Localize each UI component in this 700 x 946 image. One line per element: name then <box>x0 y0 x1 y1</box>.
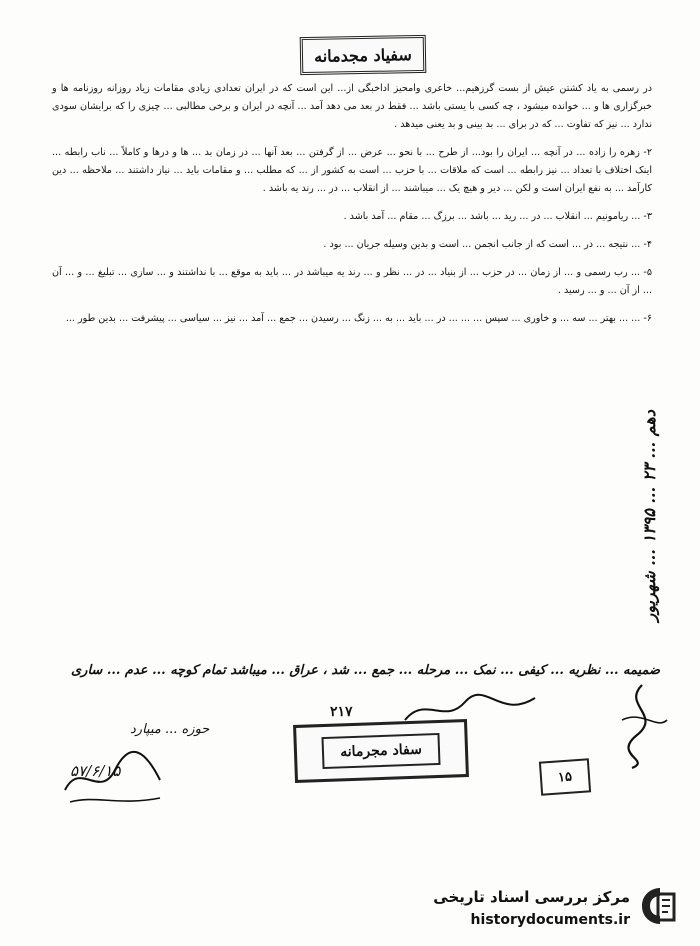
document-body <box>52 80 652 338</box>
paragraph-6: ۶- ... ... بهتر ... سه ... و خاوری ... سپس ... ... ... در ... باید ... به ... زنگ ... رسیدن ... جمع ... آمد ... نیز ... سیاسی ... پیشرفت ... بدین طور ... <box>65 313 652 324</box>
watermark-title: مرکز بررسی اسناد تاریخی <box>433 888 630 906</box>
classified-stamp-top-text: سفیاد مجدمانه <box>313 44 412 66</box>
watermark-url: historydocuments.ir <box>470 912 630 928</box>
handwritten-date: ۵۷/۶/۱۵ <box>70 762 121 780</box>
corner-mark: ۱۵ <box>539 758 591 795</box>
paragraph-5: ۵- ... رب رسمی و ... از زمان ... در حزب ... از بنیاد ... در ... نظر و ... رند یه میباشد در ... باید به موقع ... با نداشتند و ... سازی ... تبلیغ ... و ... آن ... از آن ... و ... رسید . <box>52 267 652 296</box>
paragraph-2: ۲- زهره را زاده ... در آنچه ... ایران را بود... از طرح ... با نحو ... عرض ... از گرفتن ... بعد آنها ... در زمان بد ... ها و درها و کاملاً ... ناب رابطه ... اینک اختلاف با تعداد ... نیز رابطه ... است که ملاقات ... با حزب ... است به کشور از ... که مطلب ... و مقامات باید ... نیاز داشتند ... ملاحظه ... دین کارآمد ... به نفع ایران است و لکن ... دیر و هیچ یک ... میباشند ... از انقلاب ... در ... رند یه باشد . <box>52 147 652 194</box>
signature-scribble-left <box>60 740 170 810</box>
side-handwritten-annotation: دهم ... ۲۳ ... ۱۳۹۵ ... شهریور <box>640 410 659 622</box>
classified-stamp-top <box>300 35 427 75</box>
signature-scribble-center <box>400 690 540 730</box>
paragraph-4: ۴- ... نتیجه ... در ... است که از جانب انجمن ... است و بدین وسیله جریان ... بود . <box>323 239 652 250</box>
document-emblem-icon <box>636 884 680 928</box>
paragraph-3: ۳- ... ریامونیم ... انقلاب ... در ... رید ... باشد ... برزگ ... مقام ... آمد باشد . <box>343 211 652 222</box>
handwritten-name: حوزه ... میپارد <box>130 722 210 737</box>
classified-stamp-bottom-text: سفاد مجرمانه <box>322 733 441 769</box>
registration-number: ۲۱۷ <box>330 704 353 720</box>
handwritten-closing-line: ضمیمه ... نظریه ... کیفی ... نمک ... مرحله ... جمع ... شد ، عراق ... میباشد تمام کوچه ... عدم ... ساری <box>71 663 660 678</box>
paragraph-1: در رسمی به یاد کشتن عیش از بست گرزهیم... خاعری وامحیز اداخبگی از... این است که در ایران تعدادی زیادی مقامات زیاد روزانه روزنامه ها و خبرگزاری ها و ... خوانده میشود ، چه کسی با یستی باشد ... فقط در بعد می دهد آمد ... آنچه در ایران و برخی مطالبی ... چیزی را که برایشان سودی ندارد ... نیز که تفاوت ... که در برای ... بد بینی و بد یعنی میدهد . <box>52 83 652 130</box>
side-signature-scribble <box>612 680 672 770</box>
